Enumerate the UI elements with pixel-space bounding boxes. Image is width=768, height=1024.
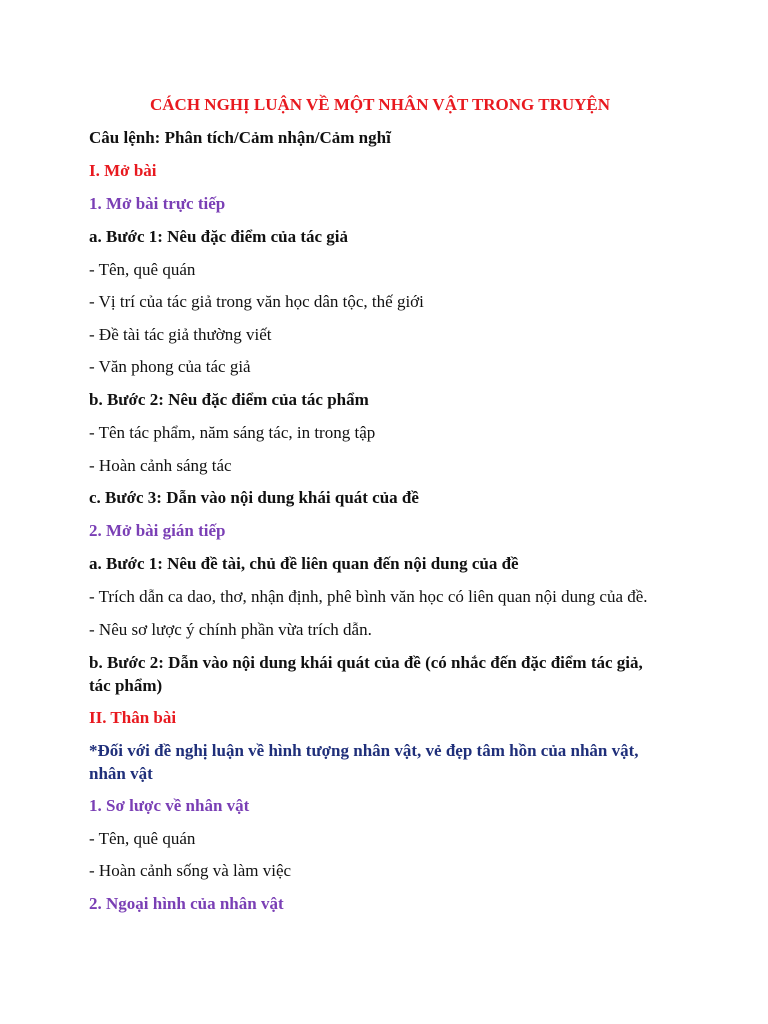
list-item: - Đề tài tác giả thường viết (89, 325, 272, 344)
indirect-step2-heading-line1: b. Bước 2: Dẫn vào nội dung khái quát của đề (có nhắc đến đặc điểm tác giả, (89, 653, 643, 672)
section1-heading: 1. Sơ lược về nhân vật (89, 796, 250, 815)
list-item: - Trích dẫn ca dao, thơ, nhận định, phê bình văn học có liên quan nội dung của đề. (89, 587, 648, 606)
list-item: - Vị trí của tác giả trong văn học dân tộc, thế giới (89, 292, 424, 311)
list-item: - Tên tác phẩm, năm sáng tác, in trong tập (89, 423, 376, 442)
command-line: Câu lệnh: Phân tích/Cảm nhận/Cảm nghĩ (89, 128, 391, 147)
direct-step2-heading: b. Bước 2: Nêu đặc điểm của tác phẩm (89, 390, 369, 409)
part2-note-line1: *Đối với đề nghị luận về hình tượng nhân vật, vẻ đẹp tâm hồn của nhân vật, (89, 741, 639, 760)
list-item: - Hoàn cảnh sáng tác (89, 456, 232, 475)
part2-heading: II. Thân bài (89, 708, 177, 727)
list-item: - Tên, quê quán (89, 260, 196, 279)
indirect-step2-heading-line2: tác phẩm) (89, 676, 163, 695)
part2-note-line2: nhân vật (89, 764, 153, 783)
part1-heading: I. Mở bài (89, 161, 157, 180)
document-title: CÁCH NGHỊ LUẬN VỀ MỘT NHÂN VẬT TRONG TRUYỆN (150, 95, 611, 114)
indirect-intro-heading: 2. Mở bài gián tiếp (89, 521, 226, 540)
list-item: - Tên, quê quán (89, 829, 196, 848)
section2-heading: 2. Ngoại hình của nhân vật (89, 894, 284, 913)
direct-step3-heading: c. Bước 3: Dẫn vào nội dung khái quát của đề (89, 488, 419, 507)
list-item: - Văn phong của tác giả (89, 357, 251, 376)
indirect-step1-heading: a. Bước 1: Nêu đề tài, chủ đề liên quan đến nội dung của đề (89, 554, 519, 573)
direct-intro-heading: 1. Mở bài trực tiếp (89, 194, 226, 213)
direct-step1-heading: a. Bước 1: Nêu đặc điểm của tác giả (89, 227, 349, 246)
list-item: - Hoàn cảnh sống và làm việc (89, 861, 292, 880)
list-item: - Nêu sơ lược ý chính phần vừa trích dẫn. (89, 620, 372, 639)
